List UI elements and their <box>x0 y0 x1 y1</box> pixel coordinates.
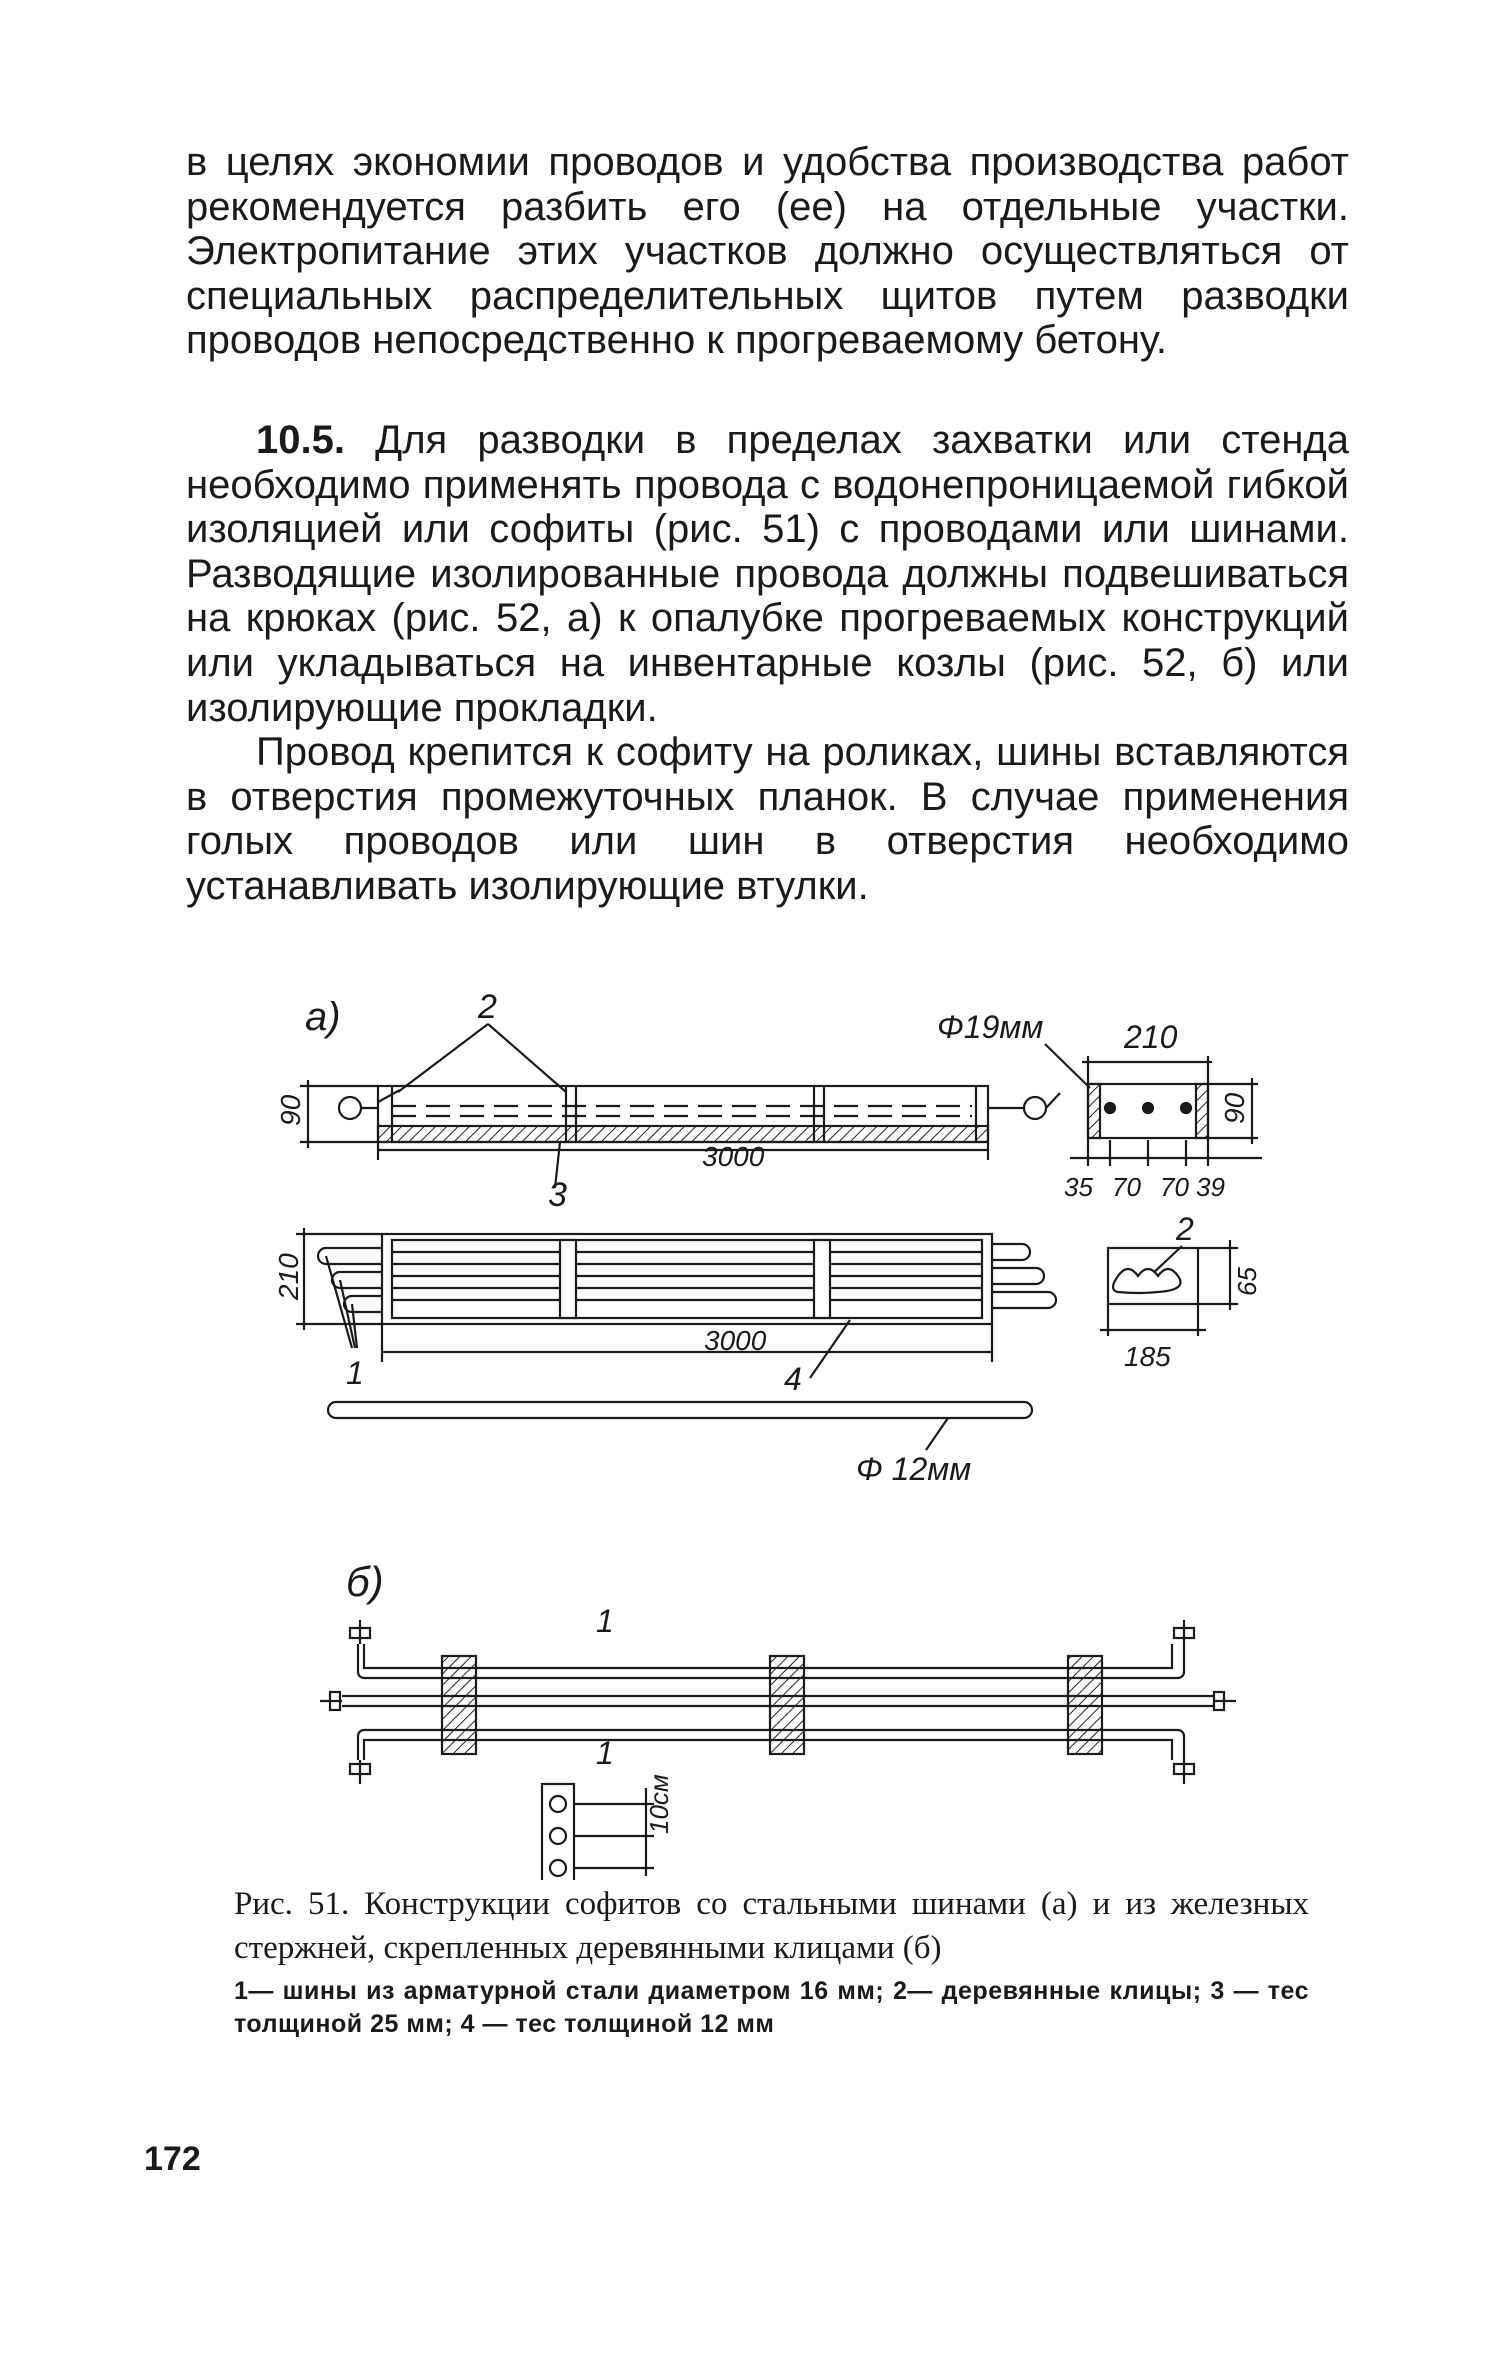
dim-185: 185 <box>1124 1341 1171 1372</box>
callout-2-top: 2 <box>478 988 497 1026</box>
figure-caption: Рис. 51. Конструкции софитов со стальными шинами (а) и из железных стержней, скрепленных деревянными клицами (б) <box>234 1886 1309 1966</box>
dim-90-section: 90 <box>1219 1092 1250 1124</box>
label-a: а) <box>305 995 341 1039</box>
paragraph-3: Провод крепится к софиту на роликах, шины вставляются в отверстия промежуточных планок. В случае применения голых проводов или шин в отверстия необходимо устанавливать изолирующие втулки. <box>186 730 1349 908</box>
dim-70-a: 70 <box>1112 1172 1141 1202</box>
callout-2-detail: 2 <box>1176 1211 1194 1247</box>
clamp-3 <box>1068 1656 1102 1754</box>
figure-legend: 1— шины из арматурной стали диаметром 16 мм; 2— деревянные клицы; 3 — тес толщиной 25 мм; 4 — тес толщиной 12 мм <box>234 1977 1309 2038</box>
dim-90-left: 90 <box>275 1094 306 1126</box>
paragraph-2-text: Для разводки в пределах захватки или стенда необходимо применять провода с водонепроницаемой гибкой изоляцией или софиты (рис. 51) с проводами или шинами. Разводящие изолированные провода должны подвешиваться на крюках (рис. 52, а) к опалубке прогреваемых конструкций или укладываться на инвентарные козлы (рис. 52, б) или изолирующие прокладки. <box>186 418 1349 730</box>
page-number: 172 <box>144 2140 201 2178</box>
dim-70-b: 70 <box>1160 1172 1189 1202</box>
dim-phi19: Φ19мм <box>937 1009 1044 1045</box>
rod-end-right <box>1024 1097 1046 1119</box>
plan-board <box>382 1234 992 1324</box>
callout-4: 4 <box>784 1361 802 1397</box>
clamp-2 <box>770 1656 804 1754</box>
paragraph-1: в целях экономии проводов и удобства производства работ рекомендуется разбить его (ее) на отдельные участки. Электропитание этих участков должно осуществляться от специальных распределительных щитов путем разводки проводов непосредственно к прогреваемому бетону. <box>186 140 1349 363</box>
dim-39: 39 <box>1196 1172 1225 1202</box>
dim-210-section: 210 <box>1124 1019 1178 1055</box>
section-number: 10.5. <box>256 418 345 462</box>
dim-65: 65 <box>1232 1267 1262 1296</box>
callout-1-b-top: 1 <box>596 1603 614 1639</box>
dim-210-plan: 210 <box>273 1253 304 1300</box>
callout-1-b-bottom: 1 <box>596 1735 614 1771</box>
callout-1-plan: 1 <box>346 1355 364 1391</box>
dim-3000-top: 3000 <box>702 1141 765 1172</box>
dim-35: 35 <box>1064 1172 1093 1202</box>
dim-3000-plan: 3000 <box>704 1325 767 1356</box>
rod-end-left <box>339 1097 361 1119</box>
label-b: б) <box>346 1558 384 1605</box>
single-rod <box>328 1402 1032 1418</box>
clamp-1 <box>442 1656 476 1754</box>
dim-10cm-upper: 10см <box>644 1774 674 1834</box>
callout-3: 3 <box>548 1176 567 1214</box>
clamp-section <box>542 1784 574 1880</box>
dim-phi12: Φ 12мм <box>856 1451 972 1487</box>
